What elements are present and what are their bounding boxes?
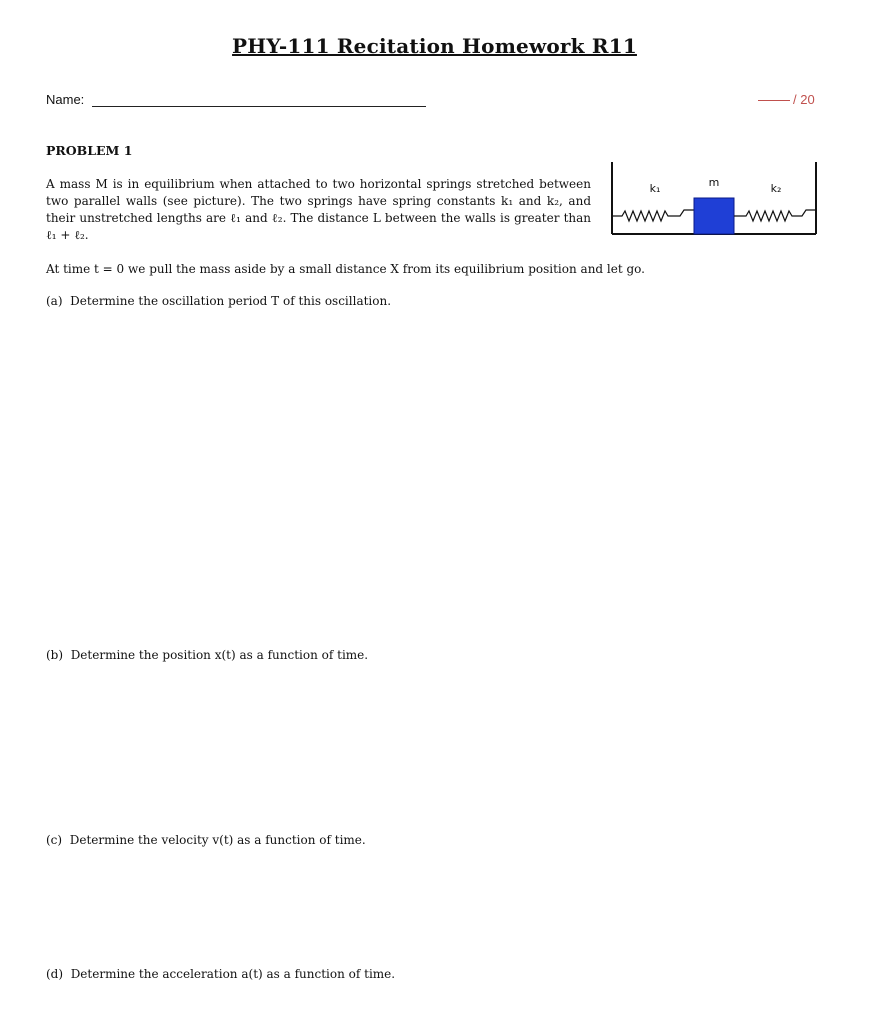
score-total: / 20 (793, 92, 815, 107)
part-a-text: Determine the oscillation period T of this oscillation. (70, 294, 392, 308)
score-blank[interactable] (758, 100, 790, 101)
intro-line: two parallel walls (see picture). The two springs have spring constants k₁ and k₂, and (46, 194, 591, 208)
left-spring (612, 210, 694, 221)
part-b (46, 648, 368, 662)
right-spring-label: k₂ (770, 182, 782, 195)
part-c (46, 833, 366, 847)
part-d-label: (d) (46, 967, 64, 981)
name-label: Name: (46, 92, 85, 107)
problem-heading: PROBLEM 1 (46, 143, 133, 158)
mass-block (694, 198, 734, 234)
part-a-label: (a) (46, 294, 63, 308)
part-b-label: (b) (46, 648, 64, 662)
score-box (758, 92, 815, 107)
part-d-text: Determine the acceleration a(t) as a function of time. (70, 967, 396, 981)
part-c-text: Determine the velocity v(t) as a function of time. (69, 833, 366, 847)
problem-intro (46, 176, 591, 244)
left-spring-label: k₁ (649, 182, 661, 195)
part-a (46, 294, 391, 308)
part-d (46, 967, 395, 981)
intro-line: their unstretched lengths are ℓ₁ and ℓ₂. The distance L between the walls is greater than (46, 211, 591, 225)
mass-label: m (708, 176, 720, 189)
spring-mass-diagram (610, 160, 818, 236)
intro-line: ℓ₁ + ℓ₂. (46, 228, 89, 242)
page-title: PHY-111 Recitation Homework R11 (232, 34, 637, 58)
problem-setup: At time t = 0 we pull the mass aside by a small distance X from its equilibrium position and let go. (46, 262, 645, 276)
part-b-text: Determine the position x(t) as a function of time. (70, 648, 369, 662)
intro-line: A mass M is in equilibrium when attached to two horizontal springs stretched between (46, 177, 591, 191)
name-field-line[interactable] (92, 106, 426, 107)
part-c-label: (c) (46, 833, 63, 847)
right-spring (734, 210, 816, 221)
